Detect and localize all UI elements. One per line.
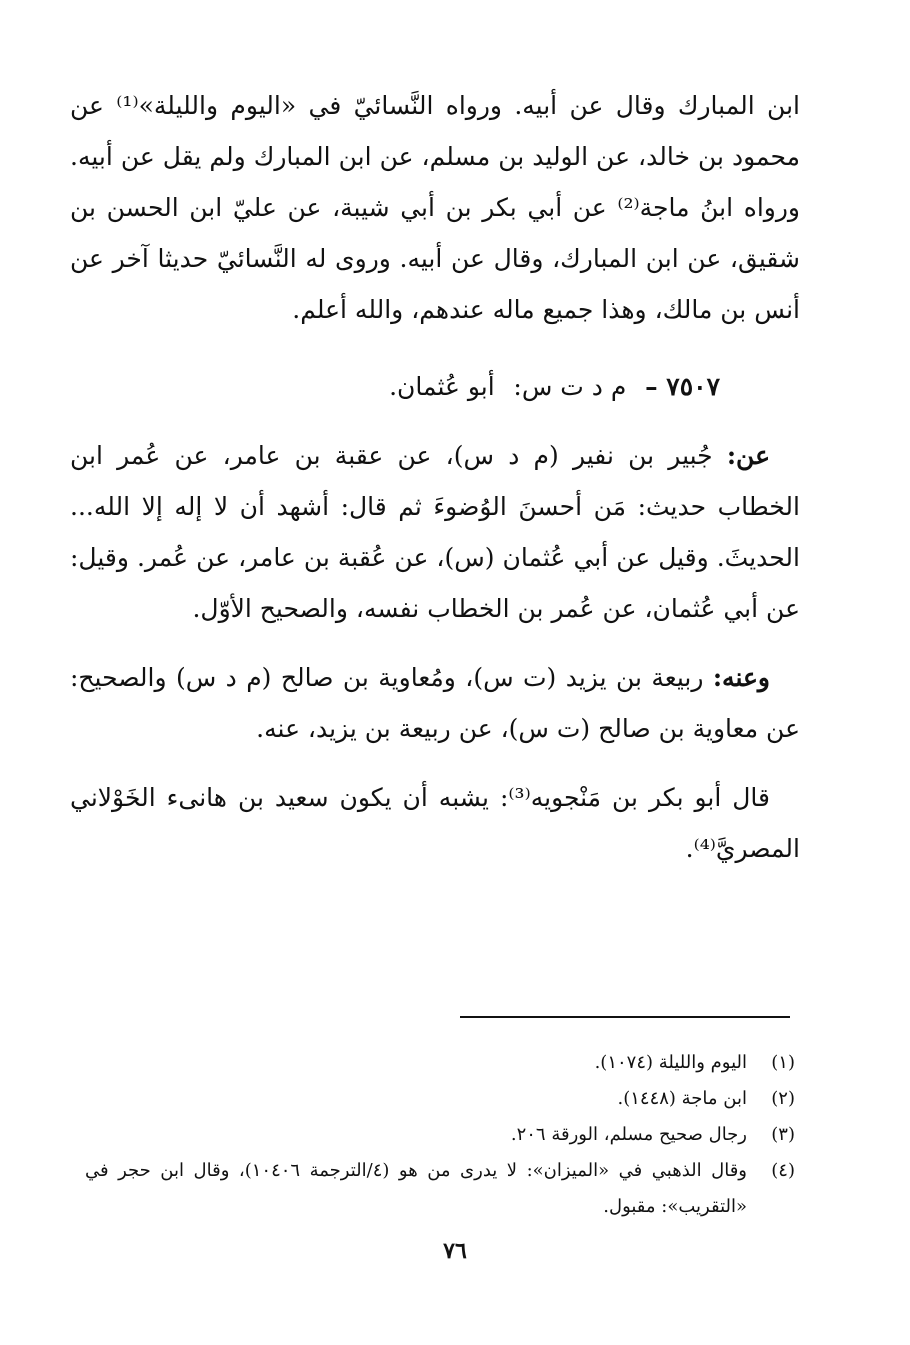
footnote-number: (٢) <box>771 1088 795 1109</box>
entry-name: أبو عُثمان. <box>389 372 495 401</box>
footnote-divider <box>460 1016 790 1018</box>
anhu-paragraph <box>70 652 800 754</box>
footnote-text: اليوم والليلة (١٠٧٤). <box>594 1052 747 1073</box>
entry-heading <box>70 361 800 412</box>
an-paragraph <box>70 430 800 634</box>
page-number: ٧٦ <box>443 1238 467 1264</box>
footnotes <box>85 1045 795 1225</box>
footnote-number: (١) <box>771 1052 795 1073</box>
footnote-text: ابن ماجة (١٤٤٨). <box>617 1088 747 1109</box>
entry-number: ٧٥٠٧ – <box>645 372 720 401</box>
entry-codes: م د ت س: <box>513 372 627 401</box>
page-body <box>70 80 800 874</box>
footnote-text: رجال صحيح مسلم، الورقة ٢٠٦. <box>510 1124 747 1145</box>
footnote <box>85 1117 795 1153</box>
qala-paragraph: قال أبو بكر بن مَنْجويه⁽³⁾: يشبه أن يكون سعيد بن هانىء الخَوْلاني المصريَّ⁽⁴⁾. <box>70 783 800 863</box>
an-lead: عن: <box>726 441 770 470</box>
an-text: جُبير بن نفير (م د س)، عن عقبة بن عامر، عن عُمر ابن الخطاب حديث: مَن أحسنَ الوُضوءَ ثم قال: أشهد أن لا إله إلا الله... الحديثَ. وقيل عن أبي عُثمان (س)، عن عُقبة بن عامر، عن عُمر. وقيل: عن أبي عُثمان، عن عُمر بن الخطاب نفسه، والصحيح الأوّل. <box>70 441 800 623</box>
footnote <box>85 1045 795 1081</box>
footnote-number: (٣) <box>771 1124 795 1145</box>
anhu-text: ربيعة بن يزيد (ت س)، ومُعاوية بن صالح (م د س) والصحيح: عن معاوية بن صالح (ت س)، عن ربيعة بن يزيد، عنه. <box>70 663 800 743</box>
footnote-number: (٤) <box>771 1160 795 1181</box>
footnote <box>85 1153 795 1225</box>
intro-paragraph: ابن المبارك وقال عن أبيه. ورواه النَّسائيّ في «اليوم والليلة»⁽¹⁾ عن محمود بن خالد، عن الوليد بن مسلم، عن ابن المبارك ولم يقل عن أبيه. ورواه ابنُ ماجة⁽²⁾ عن أبي بكر بن أبي شيبة، عن عليّ ابن الحسن بن شقيق، عن ابن المبارك، وقال عن أبيه. وروى له النَّسائيّ حديثا آخر عن أنس بن مالك، وهذا جميع ماله عندهم، والله أعلم. <box>70 91 800 324</box>
footnote-text: وقال الذهبي في «الميزان»: لا يدرى من هو (٤/الترجمة ١٠٤٠٦)، وقال ابن حجر في «التقريب»: مقبول. <box>85 1160 747 1217</box>
footnote <box>85 1081 795 1117</box>
anhu-lead: وعنه: <box>712 663 770 692</box>
